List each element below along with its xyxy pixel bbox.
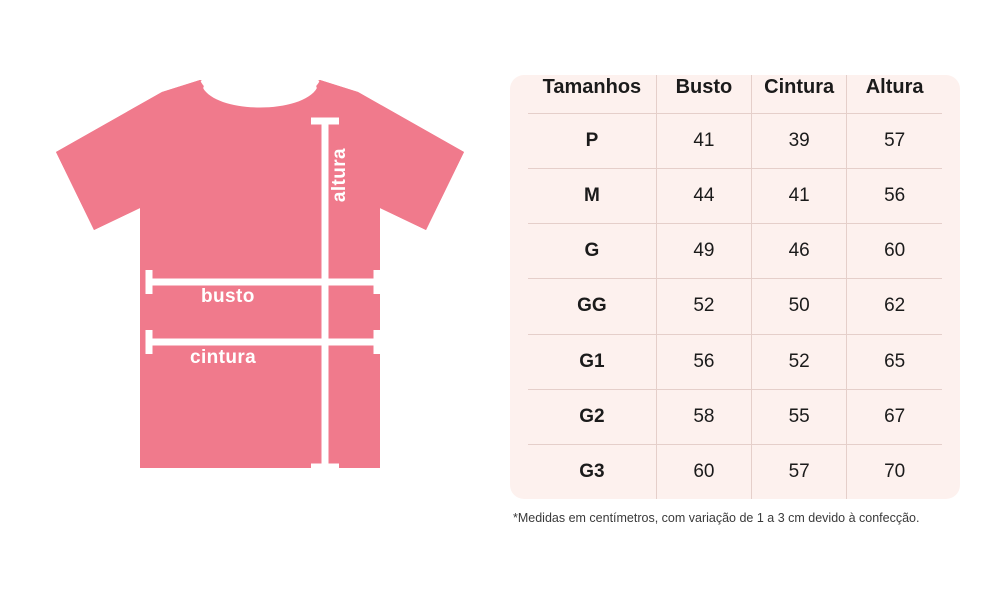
cell-busto: 52 — [656, 279, 751, 334]
cell-altura: 65 — [847, 334, 942, 389]
table-row — [528, 389, 942, 444]
cell-cintura: 57 — [752, 444, 847, 499]
cell-size: GG — [528, 279, 656, 334]
table-header — [528, 75, 942, 114]
table-row — [528, 279, 942, 334]
tshirt-icon — [40, 80, 480, 500]
cell-size: G — [528, 224, 656, 279]
cell-busto: 56 — [656, 334, 751, 389]
cell-altura: 56 — [847, 169, 942, 224]
cell-cintura: 39 — [752, 114, 847, 169]
cell-busto: 60 — [656, 444, 751, 499]
measurement-footnote: *Medidas em centímetros, com variação de 1 a 3 cm devido à confecção. — [513, 511, 920, 525]
table-row — [528, 334, 942, 389]
cell-busto: 41 — [656, 114, 751, 169]
column-header-altura: Altura — [847, 75, 942, 114]
cintura-label: cintura — [190, 347, 257, 368]
table-row — [528, 114, 942, 169]
busto-label: busto — [201, 286, 255, 307]
cell-altura: 62 — [847, 279, 942, 334]
cell-cintura: 52 — [752, 334, 847, 389]
column-header-busto: Busto — [656, 75, 751, 114]
cell-cintura: 41 — [752, 169, 847, 224]
cell-size: P — [528, 114, 656, 169]
table-row — [528, 444, 942, 499]
cell-busto: 58 — [656, 389, 751, 444]
size-table — [528, 75, 942, 499]
cell-altura: 67 — [847, 389, 942, 444]
size-table-card — [510, 75, 960, 499]
column-header-tamanhos: Tamanhos — [528, 75, 656, 114]
cell-cintura: 46 — [752, 224, 847, 279]
cell-busto: 49 — [656, 224, 751, 279]
cell-size: M — [528, 169, 656, 224]
cell-altura: 60 — [847, 224, 942, 279]
table-body — [528, 114, 942, 500]
cell-cintura: 50 — [752, 279, 847, 334]
cell-cintura: 55 — [752, 389, 847, 444]
table-row — [528, 169, 942, 224]
cell-size: G2 — [528, 389, 656, 444]
cell-altura: 70 — [847, 444, 942, 499]
column-header-cintura: Cintura — [752, 75, 847, 114]
table-row — [528, 224, 942, 279]
altura-label: altura — [329, 148, 350, 203]
table-header-row — [528, 75, 942, 114]
cell-size: G3 — [579, 460, 605, 482]
cell-size: G1 — [528, 334, 656, 389]
cell-altura: 57 — [847, 114, 942, 169]
cell-busto: 44 — [656, 169, 751, 224]
